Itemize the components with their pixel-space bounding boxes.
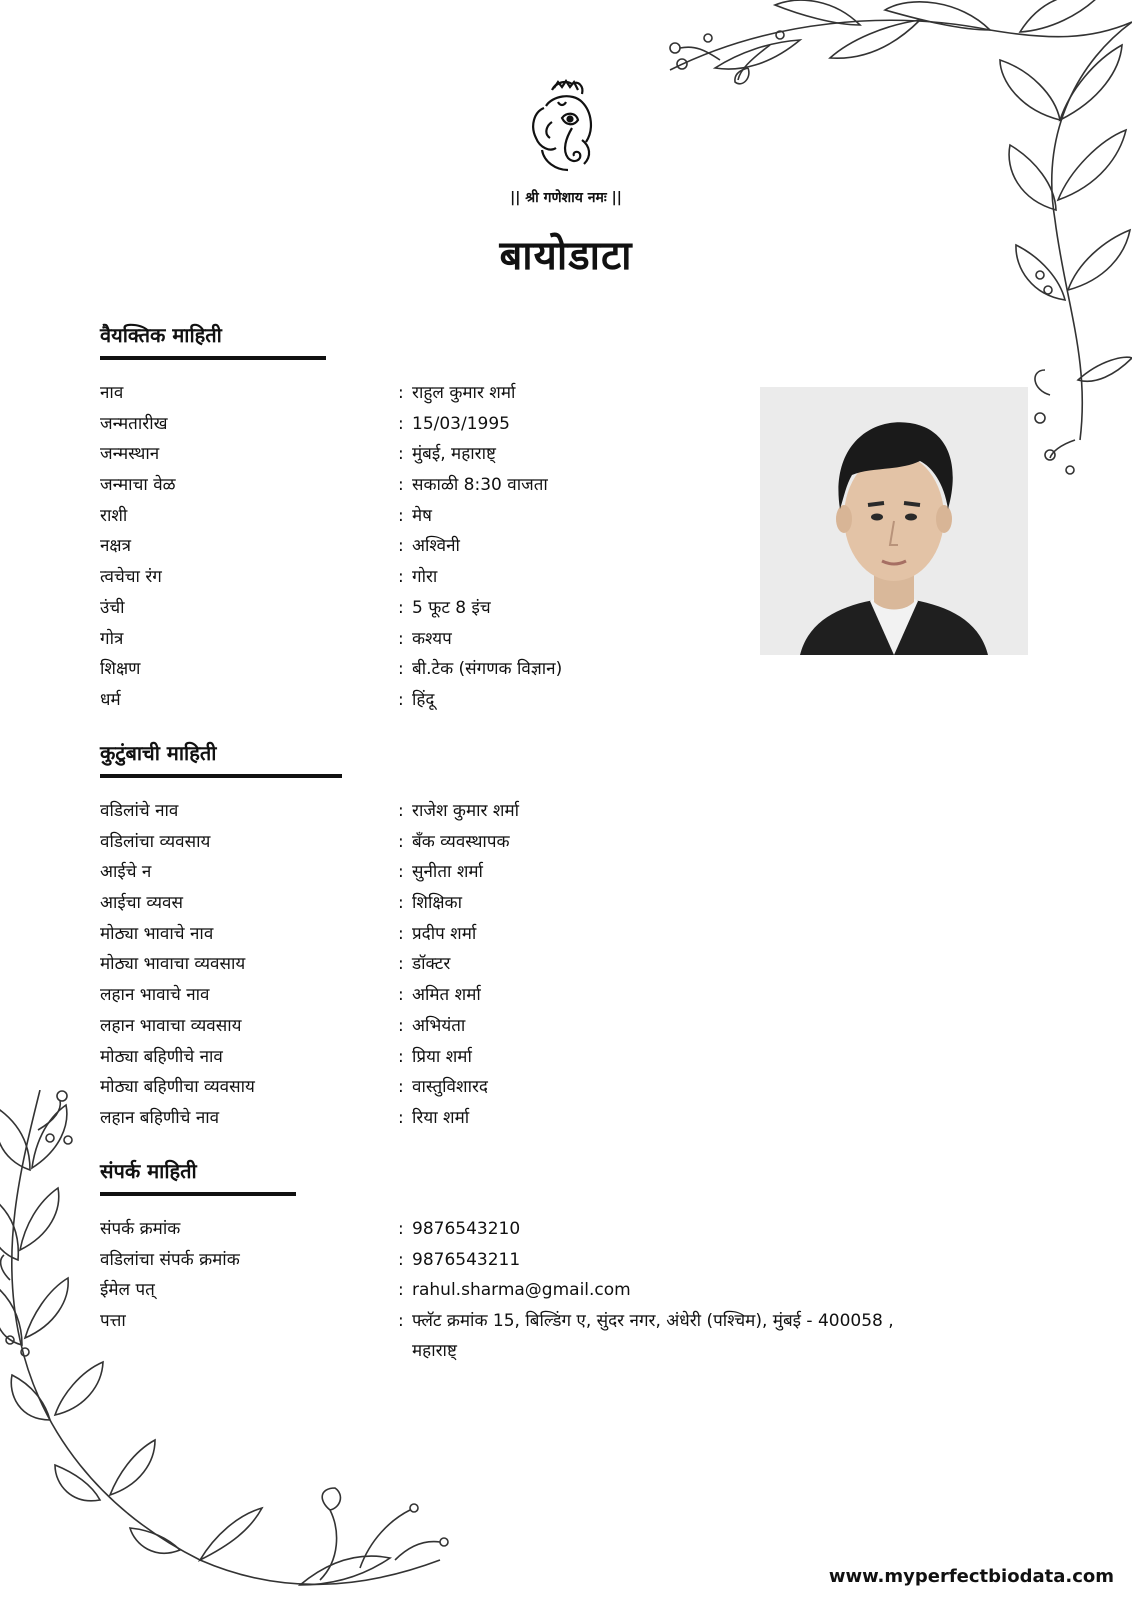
- field-separator: :: [398, 383, 404, 403]
- field-separator: :: [398, 475, 404, 496]
- field-label: त्वचेचा रंग: [100, 567, 162, 588]
- field-row: [100, 980, 481, 1011]
- field-value: अभियंता: [412, 1015, 466, 1036]
- field-value: 15/03/1995: [412, 413, 510, 434]
- field-separator: :: [398, 801, 404, 821]
- field-value: बी.टेक (संगणक विज्ञान): [412, 659, 563, 680]
- field-separator: :: [398, 1046, 404, 1067]
- field-row: [100, 1275, 631, 1306]
- field-value: सुनीता शर्मा: [412, 862, 483, 883]
- family-rows: [100, 796, 520, 1134]
- field-separator: :: [398, 954, 404, 975]
- field-separator: :: [398, 1249, 404, 1270]
- field-separator: :: [398, 1015, 404, 1036]
- field-label: ईमेल पत्: [100, 1280, 155, 1301]
- field-value: बँक व्यवस्थापक: [412, 831, 510, 852]
- field-value: प्रिया शर्मा: [412, 1046, 472, 1067]
- field-label: मोठ्या भावाचे नाव: [100, 923, 214, 944]
- field-row: [100, 562, 438, 593]
- document-title: बायोडाटा: [499, 233, 633, 279]
- field-label: जन्माचा वेळ: [100, 475, 176, 496]
- field-value: rahul.sharma@gmail.com: [412, 1280, 631, 1301]
- field-row: [100, 593, 491, 624]
- field-label: जन्मस्थान: [100, 444, 160, 465]
- field-value: वास्तुविशारद: [412, 1077, 488, 1098]
- field-label: शिक्षण: [100, 659, 141, 680]
- field-label: उंची: [100, 597, 125, 618]
- field-value: मुंबई, महाराष्ट्: [412, 444, 496, 465]
- field-row: [100, 531, 460, 562]
- field-separator: :: [398, 923, 404, 944]
- field-separator: :: [398, 1077, 404, 1098]
- field-row: [100, 654, 563, 685]
- field-row: [100, 949, 451, 980]
- field-separator: :: [398, 689, 404, 710]
- field-separator: :: [398, 659, 404, 680]
- field-value: 5 फूट 8 इंच: [412, 597, 491, 618]
- field-label: राशी: [100, 505, 128, 526]
- section-divider: [100, 1192, 296, 1196]
- field-row: [100, 409, 510, 440]
- invocation-text: || श्री गणेशाय नमः ||: [510, 190, 622, 206]
- contact-rows: [100, 1214, 894, 1362]
- field-label: लहान बहिणीचे नाव: [100, 1107, 220, 1128]
- field-value: राहुल कुमार शर्मा: [412, 383, 516, 403]
- personal-rows: [100, 378, 563, 716]
- field-separator: :: [398, 1280, 404, 1301]
- section-personal: [100, 320, 563, 716]
- field-value: मेष: [412, 505, 432, 526]
- field-separator: :: [398, 567, 404, 588]
- field-row: [100, 439, 496, 470]
- field-value: 9876543211: [412, 1249, 521, 1270]
- field-row: [100, 378, 516, 409]
- field-row: [100, 919, 477, 950]
- field-value: शिक्षिका: [412, 893, 463, 914]
- profile-photo-image: [760, 387, 1028, 655]
- field-separator: :: [398, 597, 404, 618]
- section-divider: [100, 774, 342, 778]
- footer-website: www.myperfectbiodata.com: [828, 1566, 1114, 1587]
- field-separator: :: [398, 505, 404, 526]
- field-label: गोत्र: [100, 628, 124, 649]
- field-row: [100, 685, 435, 716]
- field-label: मोठ्या बहिणीचा व्यवसाय: [100, 1077, 255, 1098]
- field-separator: :: [398, 413, 404, 434]
- field-value: कश्यप: [412, 628, 452, 649]
- field-value: राजेश कुमार शर्मा: [412, 801, 520, 821]
- field-value: अमित शर्मा: [412, 985, 481, 1006]
- field-row: [100, 857, 483, 888]
- field-row: [100, 1245, 521, 1276]
- field-value: 9876543210: [412, 1219, 521, 1239]
- field-value: गोरा: [412, 567, 438, 588]
- field-label: लहान भावाचे नाव: [100, 985, 210, 1006]
- field-row: [100, 624, 452, 655]
- field-separator: :: [398, 893, 404, 914]
- field-separator: :: [398, 536, 404, 557]
- field-value: हिंदू: [412, 689, 435, 710]
- field-row: [100, 1214, 521, 1245]
- section-title: संपर्क माहिती: [100, 1159, 197, 1183]
- field-row: [100, 1042, 472, 1073]
- field-label: मोठ्या भावाचा व्यवसाय: [100, 954, 246, 975]
- field-separator: :: [398, 1219, 404, 1239]
- field-separator: :: [398, 985, 404, 1006]
- field-separator: :: [398, 1311, 404, 1332]
- section-family: [100, 738, 520, 1134]
- field-separator: :: [398, 444, 404, 465]
- field-row: [100, 827, 510, 858]
- field-separator: :: [398, 862, 404, 883]
- field-label: लहान भावाचा व्यवसाय: [100, 1015, 242, 1036]
- section-divider: [100, 356, 326, 360]
- field-label: आईचा व्यवस: [100, 893, 183, 914]
- field-value: अश्विनी: [412, 536, 460, 557]
- field-row: [100, 1072, 488, 1103]
- field-label: नाव: [100, 383, 124, 403]
- field-label: नक्षत्र: [100, 536, 132, 557]
- field-row: [100, 1103, 470, 1134]
- field-value: फ्लॅट क्रमांक 15, बिल्डिंग ए, सुंदर नगर, अंधेरी (पश्चिम), मुंबई - 400058 , महाराष्ट्: [412, 1311, 894, 1362]
- field-label: जन्मतारीख: [100, 413, 168, 434]
- section-title: कुटुंबाची माहिती: [100, 741, 217, 765]
- ganesha-icon: [522, 78, 600, 174]
- field-value: रिया शर्मा: [412, 1107, 470, 1128]
- profile-photo: [760, 387, 1028, 655]
- field-label: पत्ता: [100, 1311, 126, 1332]
- field-separator: :: [398, 831, 404, 852]
- field-row: [100, 501, 432, 532]
- field-row: [100, 1011, 466, 1042]
- section-title: वैयक्तिक माहिती: [100, 323, 222, 347]
- field-label: संपर्क क्रमांक: [100, 1219, 181, 1239]
- field-label: धर्म: [100, 689, 121, 710]
- field-separator: :: [398, 1107, 404, 1128]
- field-row: [100, 470, 548, 501]
- field-value: प्रदीप शर्मा: [412, 923, 477, 944]
- field-label: आईचे न: [100, 862, 152, 883]
- field-value: सकाळी 8:30 वाजता: [412, 475, 548, 496]
- field-label: वडिलांचा व्यवसाय: [100, 831, 211, 852]
- field-row: [100, 1306, 894, 1362]
- field-row: [100, 888, 463, 919]
- field-separator: :: [398, 628, 404, 649]
- field-label: वडिलांचे नाव: [100, 801, 179, 821]
- field-row: [100, 796, 520, 827]
- section-contact: [100, 1156, 894, 1362]
- field-label: वडिलांचा संपर्क क्रमांक: [100, 1249, 240, 1270]
- field-label: मोठ्या बहिणीचे नाव: [100, 1046, 223, 1067]
- field-value: डॉक्टर: [412, 954, 451, 975]
